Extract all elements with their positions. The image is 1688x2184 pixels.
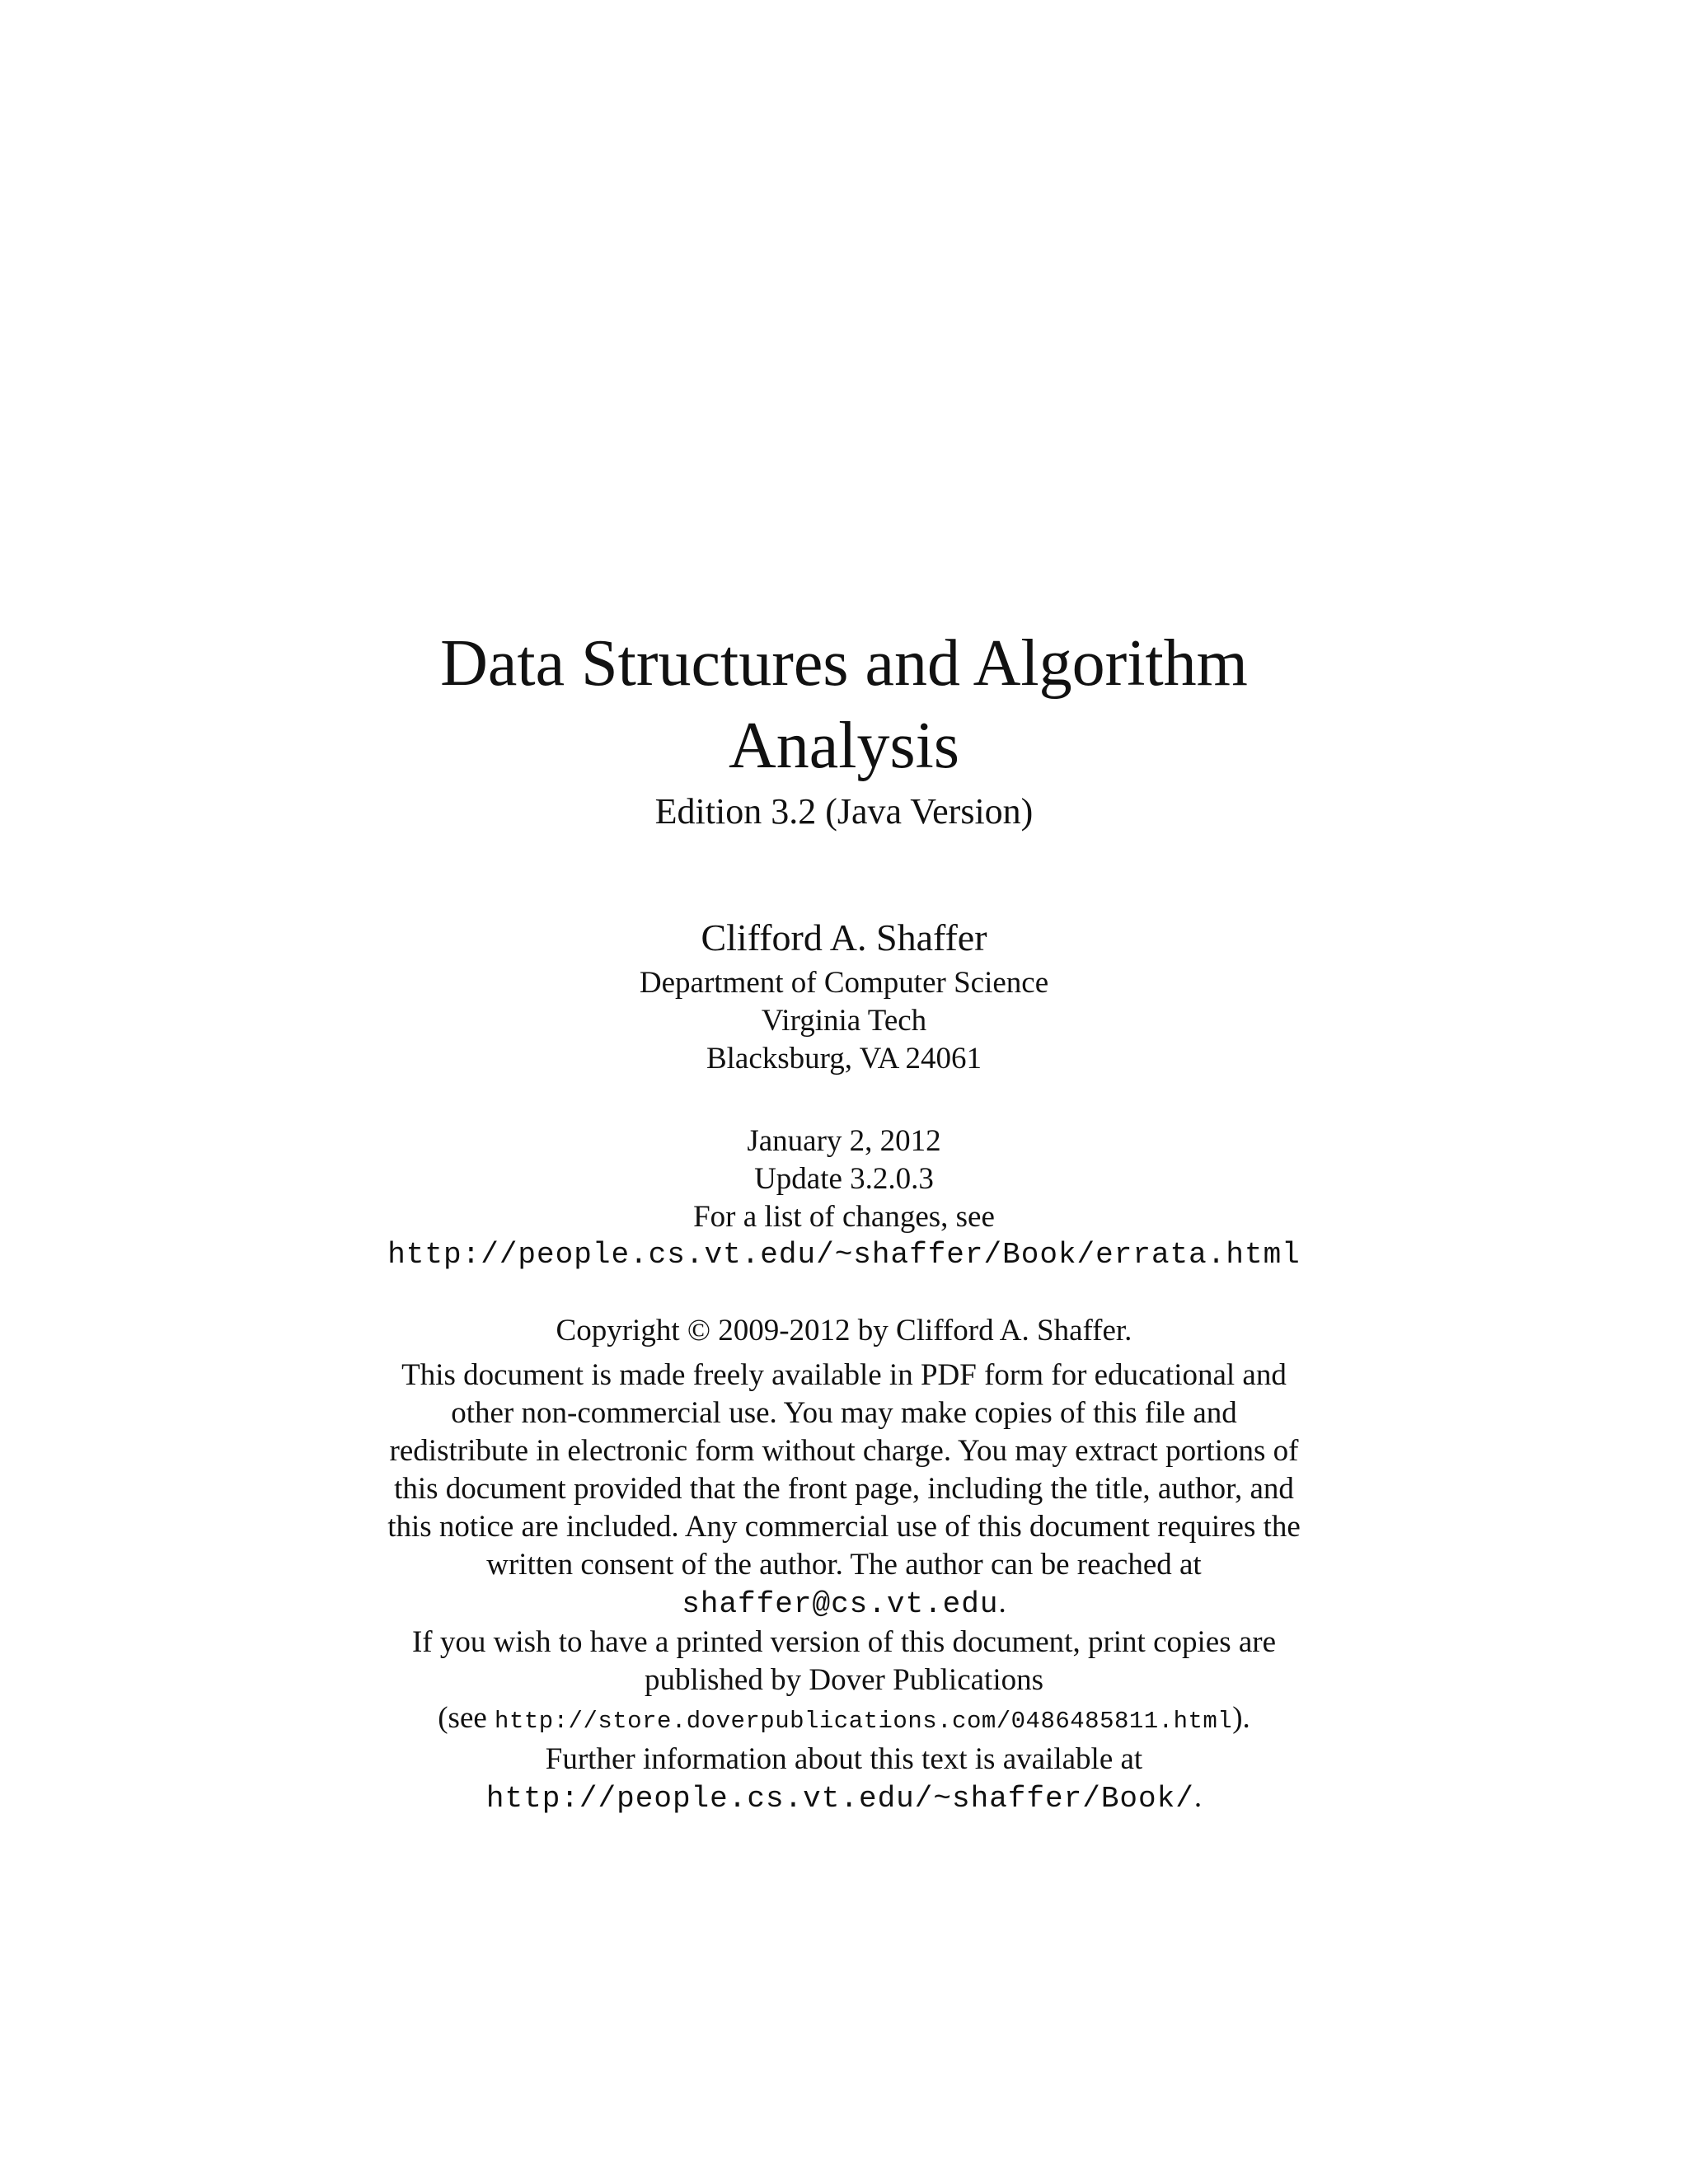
print-line-2: published by Dover Publications [644,1663,1044,1697]
department-text: Department of Computer Science [639,966,1049,1000]
update-text: Update 3.2.0.3 [754,1162,934,1196]
errata-url[interactable]: http://people.cs.vt.edu/~shaffer/Book/errata.html [387,1238,1301,1272]
book-url[interactable]: http://people.cs.vt.edu/~shaffer/Book/ [485,1782,1194,1816]
date-text: January 2, 2012 [747,1124,941,1158]
author-name: Clifford A. Shaffer [701,916,987,958]
title-line-2: Analysis [729,710,959,782]
notice-line: redistribute in electronic form without charge. You may extract portions of [389,1434,1299,1468]
dover-url[interactable]: http://store.doverpublications.com/0486485811.html [495,1708,1233,1735]
author-email[interactable]: shaffer@cs.vt.edu [682,1587,999,1621]
edition-block [0,790,1688,834]
title-line-1: Data Structures and Algorithm [440,627,1248,700]
notice-line: this notice are included. Any commercial use of this document requires the [387,1510,1301,1544]
author-name-block [0,915,1688,961]
edition-text: Edition 3.2 (Java Version) [654,791,1034,832]
author-affiliation [0,964,1688,1078]
book-url-suffix: . [1193,1780,1203,1814]
see-suffix: ). [1232,1701,1250,1735]
print-line-1: If you wish to have a printed version of this document, print copies are [411,1625,1277,1659]
email-line [0,1584,1688,1624]
notice-line: other non-commercial use. You may make copies of this file and [451,1396,1237,1430]
copyright-notice [0,1312,1688,1818]
changes-text: For a list of changes, see [693,1200,995,1234]
date-update-block [0,1122,1688,1274]
dover-url-line [0,1699,1688,1741]
notice-line: this document provided that the front page, including the title, author, and [394,1472,1294,1506]
copyright-text: Copyright © 2009-2012 by Clifford A. Shaffer. [556,1314,1132,1347]
see-prefix: (see [438,1701,495,1735]
email-suffix: . [998,1586,1006,1619]
notice-line: This document is made freely available in PDF form for educational and [401,1358,1287,1392]
location-text: Blacksburg, VA 24061 [706,1042,982,1076]
title-block [0,622,1688,787]
further-info-text: Further information about this text is available at [545,1742,1143,1776]
notice-line: written consent of the author. The author can be reached at [486,1548,1202,1582]
institution-text: Virginia Tech [761,1004,927,1038]
book-url-line [0,1779,1688,1818]
